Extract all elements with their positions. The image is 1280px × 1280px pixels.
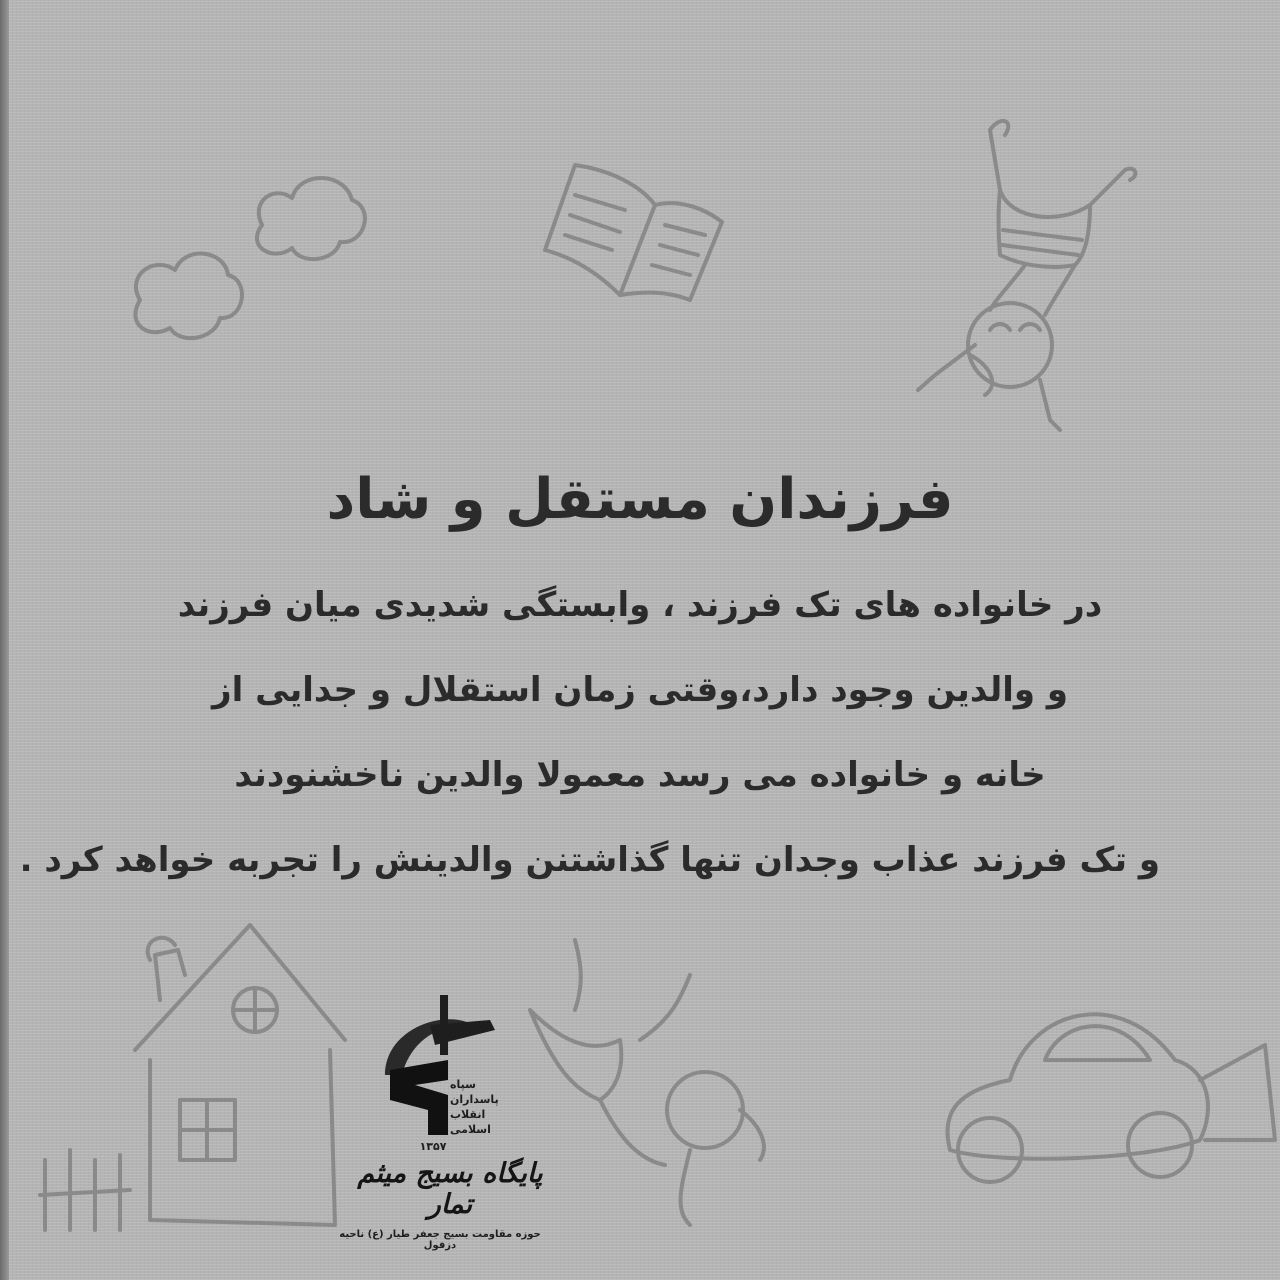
body-paragraph — [19, 575, 1160, 915]
logo-year: ۱۳۵۷ — [419, 1140, 447, 1153]
logo-text-line-4: اسلامی — [450, 1123, 491, 1136]
logo-text-line-2: پاسداران — [450, 1093, 499, 1106]
book-doodle — [545, 165, 722, 300]
logo-subtitle: حوزه مقاومت بسیج جعفر طیار (ع) ناحیه دزفول — [339, 1229, 541, 1251]
body-line-3: خانه و خانواده می رسد معمولا والدین ناخشنودند — [234, 755, 1046, 795]
house-doodle — [40, 925, 345, 1230]
cloud-doodle-left — [135, 254, 242, 339]
car-doodle — [948, 1014, 1276, 1182]
body-line-1: در خانواده های تک فرزند ، وابستگی شدیدی میان فرزند — [177, 585, 1103, 625]
cloud-doodle-right — [257, 178, 365, 259]
logo-base-name: پایگاه بسیج میثم تمار — [357, 1158, 543, 1220]
handstand-kid-doodle — [918, 121, 1135, 430]
logo-org-text — [450, 1077, 520, 1137]
body-line-2: و والدین وجود دارد،وقتی زمان استقلال و جدایی از — [212, 670, 1068, 710]
tumbling-kid-doodle — [530, 940, 764, 1225]
logo-text-line-3: انقلاب — [450, 1108, 486, 1121]
page-title: فرزندان مستقل و شاد — [326, 467, 954, 532]
logo-text-line-1: سپاه — [450, 1078, 476, 1091]
body-line-4: و تک فرزند عذاب وجدان تنها گذاشتنن والدینش را تجربه خواهد کرد . — [19, 840, 1160, 880]
